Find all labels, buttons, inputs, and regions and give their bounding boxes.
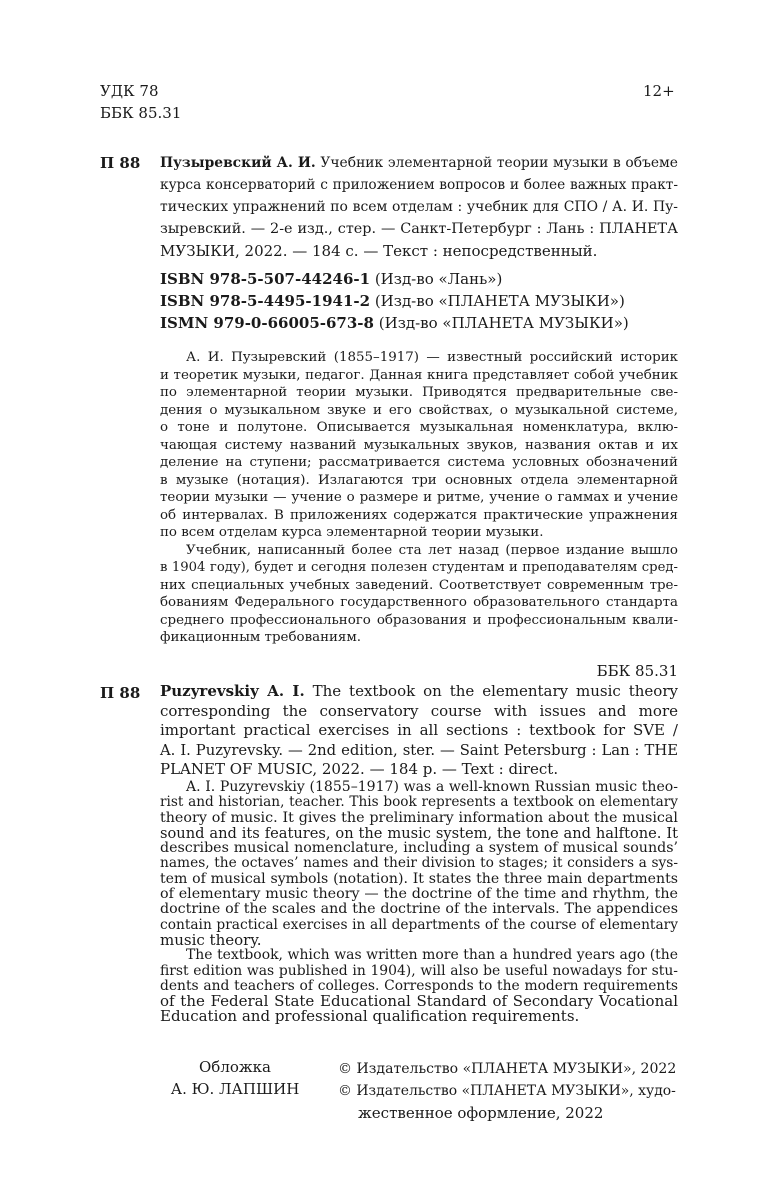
abstract-line: sound and its features, on the music system, the tone and halftone. It bbox=[160, 824, 678, 842]
ru-author: Пузыревский А. И. bbox=[160, 155, 316, 171]
abstract-line: бованиям Федерального государственного образовательного стандарта bbox=[160, 595, 678, 610]
abstract-line: о тоне и полутоне. Описывается музыкальная номенклатура, вклю- bbox=[160, 420, 678, 435]
abstract-line: деление на ступени; рассматривается система условных обозначений bbox=[160, 455, 678, 470]
abstract-line: A. I. Puzyrevskiy (1855–1917) was a well-known Russian music theo- bbox=[186, 779, 678, 795]
abstract-line: first edition was published in 1904), will also be useful nowadays for stu- bbox=[160, 962, 678, 979]
abstract-line: tem of musical symbols (notation). It states the three main departments bbox=[160, 870, 678, 887]
abstract-line: of the Federal State Educational Standard of Secondary Vocational bbox=[160, 992, 678, 1011]
abstract-line: в музыке (нотация). Излагаются три основных отдела элементарной bbox=[160, 472, 678, 488]
abstract-line: фикационным требованиям. bbox=[160, 630, 362, 645]
ru-author-index: П 88 bbox=[100, 154, 141, 172]
ru-record-line: зыревский. — 2-е изд., стер. — Санкт-Петербург : Лань : ПЛАНЕТА bbox=[160, 221, 678, 237]
bbk-code: ББК 85.31 bbox=[100, 104, 182, 122]
abstract-line: по всем отделам курса элементарной теории музыки. bbox=[160, 525, 544, 540]
en-abstract bbox=[160, 780, 678, 1025]
isbn-entry: ISBN 978-5-4495-1941-2 (Изд-во «ПЛАНЕТА МУЗЫКИ») bbox=[160, 292, 625, 310]
abstract-line: rist and historian, teacher. This book represents a textbook on elementary bbox=[160, 794, 678, 811]
abstract-line: по элементарной теории музыки. Приводятся предварительные све- bbox=[160, 385, 678, 400]
en-record-line: important practical exercises in all sections : textbook for SVE / bbox=[160, 721, 678, 739]
udk-code: УДК 78 bbox=[100, 82, 159, 100]
abstract-line: об интервалах. В приложениях содержатся практические упражнения bbox=[160, 507, 678, 523]
cover-credit bbox=[160, 1056, 310, 1100]
abstract-line: names, the octaves’ names and their division to stages; it considers a sys- bbox=[160, 855, 678, 872]
abstract-line: of elementary music theory — the doctrine of the time and rhythm, the bbox=[160, 886, 678, 903]
abstract-line: чающая систему названий музыкальных звуков, названия октав и их bbox=[160, 437, 678, 453]
ru-record-line: МУЗЫКИ, 2022. — 184 с. — Текст : непосредственный. bbox=[160, 242, 598, 260]
abstract-line: среднего профессионального образования и профессиональным квали- bbox=[160, 612, 678, 628]
abstract-line: них специальных учебных заведений. Соответствует современным тре- bbox=[160, 577, 678, 593]
ru-record-line: Пузыревский А. И. Учебник элементарной теории музыки в объеме bbox=[160, 155, 678, 171]
abstract-line: теории музыки — учение о размере и ритме, учение о гаммах и учение bbox=[160, 490, 678, 505]
ru-record bbox=[160, 152, 678, 262]
en-record-line: A. I. Puzyrevsky. — 2nd edition, ster. — Saint Petersburg : Lan : THE bbox=[160, 741, 678, 759]
abstract-line: Учебник, написанный более ста лет назад (первое издание вышло bbox=[186, 542, 678, 558]
en-record-line: corresponding the conservatory course with issues and more bbox=[160, 701, 678, 720]
copyright-line: © Издательство «ПЛАНЕТА МУЗЫКИ», 2022 bbox=[338, 1061, 677, 1077]
ru-record-line: тических упражнений по всем отделам : учебник для СПО / А. И. Пу- bbox=[160, 199, 678, 215]
abstract-line: А. И. Пузыревский (1855–1917) — известный российский историк bbox=[186, 350, 678, 365]
abstract-line: Education and professional qualification requirements. bbox=[160, 1007, 580, 1026]
abstract-line: contain practical exercises in all departments of the course of elementary bbox=[160, 916, 678, 933]
copyright-block bbox=[338, 1058, 678, 1124]
abstract-line: describes musical nomenclature, including a system of musical sounds’ bbox=[160, 840, 678, 857]
abstract-line: и теоретик музыки, педагог. Данная книга представляет собой учебник bbox=[160, 367, 678, 383]
abstract-line: dents and teachers of colleges. Corresponds to the modern requirements bbox=[160, 977, 678, 994]
cover-label: Обложка bbox=[198, 1058, 271, 1076]
cover-artist: А. Ю. ЛАПШИН bbox=[170, 1080, 300, 1098]
abstract-line: The textbook, which was written more than a hundred years ago (the bbox=[186, 947, 678, 964]
bbk-code-right: ББК 85.31 bbox=[596, 662, 678, 680]
en-record bbox=[160, 682, 678, 780]
isbn-list bbox=[160, 268, 629, 334]
en-record-line: Puzyrevskiy A. I. The textbook on the elementary music theory bbox=[160, 682, 678, 700]
copyright-line: жественное оформление, 2022 bbox=[358, 1104, 604, 1122]
ismn-entry: ISMN 979-0-66005-673-8 (Изд-во «ПЛАНЕТА МУЗЫКИ») bbox=[160, 314, 629, 332]
abstract-line: doctrine of the scales and the doctrine of the intervals. The appendices bbox=[160, 901, 678, 918]
abstract-line: theory of music. It gives the preliminary information about the musical bbox=[160, 809, 678, 826]
en-record-line: PLANET OF MUSIC, 2022. — 184 p. — Text : direct. bbox=[160, 760, 559, 778]
abstract-line: дения о музыкальном звуке и его свойствах, о музыкальной системе, bbox=[160, 402, 678, 418]
ru-abstract bbox=[160, 349, 678, 647]
en-author-index: П 88 bbox=[100, 684, 141, 702]
abstract-line: music theory. bbox=[160, 930, 262, 949]
isbn-entry: ISBN 978-5-507-44246-1 (Изд-во «Лань») bbox=[160, 270, 503, 288]
en-author: Puzyrevskiy A. I. bbox=[160, 682, 305, 700]
abstract-line: в 1904 году), будет и сегодня полезен студентам и преподавателям сред- bbox=[160, 560, 678, 575]
age-rating: 12+ bbox=[643, 82, 675, 100]
ru-record-line: курса консерваторий с приложением вопросов и более важных практ- bbox=[160, 177, 678, 193]
copyright-line: © Издательство «ПЛАНЕТА МУЗЫКИ», худо- bbox=[338, 1083, 676, 1099]
